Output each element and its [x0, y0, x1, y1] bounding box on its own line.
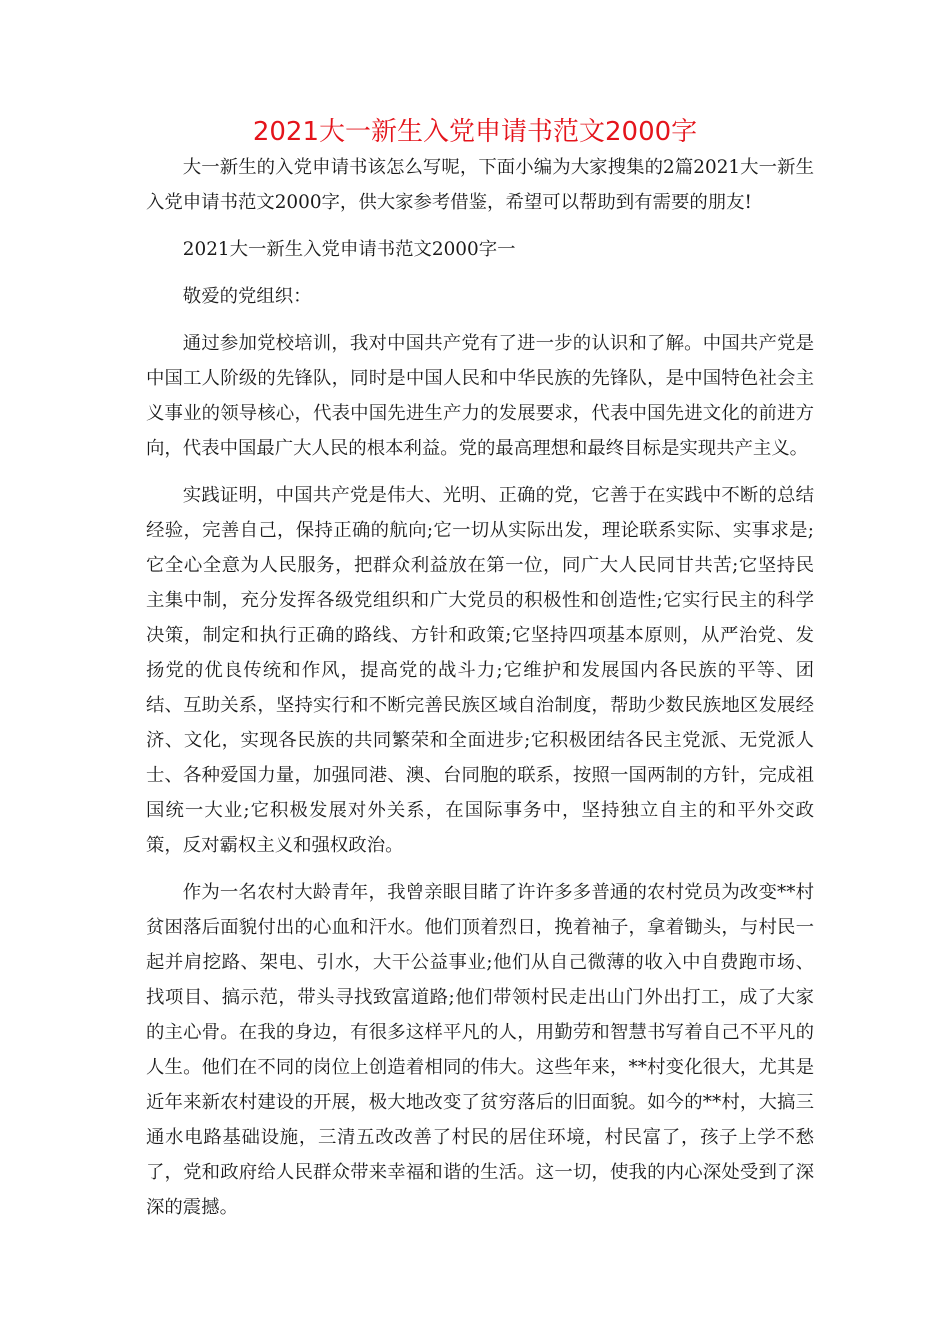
salutation: 敬爱的党组织：	[182, 286, 312, 307]
document-title: 2021大一新生入党申请书范文2000字	[252, 117, 698, 147]
document-body	[146, 150, 814, 1225]
section-subtitle: 2021大一新生入党申请书范文2000字一	[182, 239, 516, 260]
body-paragraph-2: 实践证明，中国共产党是伟大、光明、正确的党，它善于在实践中不断的总结经验，完善自己，保持正确的航向;它一切从实际出发，理论联系实际、实事求是;它全心全意为人民服务，把群众利益放在第一位，同广大人民同甘共苦;它坚持民主集中制，充分发挥各级党组织和广大党员的积极性和创造性;它实行民主的科学决策，制定和执行正确的路线、方针和政策;它坚持四项基本原则，从严治党、发扬党的优良传统和作风，提高党的战斗力;它维护和发展国内各民族的平等、团结、互助关系，坚持实行和不断完善民族区域自治制度，帮助少数民族地区发展经济、文化，实现各民族的共同繁荣和全面进步;它积极团结各民主党派、无党派人士、各种爱国力量，加强同港、澳、台同胞的联系，按照一国两制的方针，完成祖国统一大业;它积极发展对外关系，在国际事务中，坚持独立自主的和平外交政策，反对霸权主义和强权政治。	[146, 485, 814, 856]
intro-paragraph: 大一新生的入党申请书该怎么写呢，下面小编为大家搜集的2篇2021大一新生入党申请书范文2000字，供大家参考借鉴，希望可以帮助到有需要的朋友!	[146, 157, 814, 213]
body-paragraph-3: 作为一名农村大龄青年，我曾亲眼目睹了许许多多普通的农村党员为改变**村贫困落后面貌付出的心血和汗水。他们顶着烈日，挽着袖子，拿着锄头，与村民一起并肩挖路、架电、引水，大干公益事业;他们从自己微薄的收入中自费跑市场、找项目、搞示范，带头寻找致富道路;他们带领村民走出山门外出打工，成了大家的主心骨。在我的身边，有很多这样平凡的人，用勤劳和智慧书写着自己不平凡的人生。他们在不同的岗位上创造着相同的伟大。这些年来，**村变化很大，尤其是近年来新农村建设的开展，极大地改变了贫穷落后的旧面貌。如今的**村，大搞三通水电路基础设施，三清五改改善了村民的居住环境，村民富了，孩子上学不愁了，党和政府给人民群众带来幸福和谐的生活。这一切，使我的内心深处受到了深深的震撼。	[146, 882, 814, 1218]
body-paragraph-1: 通过参加党校培训，我对中国共产党有了进一步的认识和了解。中国共产党是中国工人阶级的先锋队，同时是中国人民和中华民族的先锋队，是中国特色社会主义事业的领导核心，代表中国先进生产力的发展要求，代表中国先进文化的前进方向，代表中国最广大人民的根本利益。党的最高理想和最终目标是实现共产主义。	[146, 333, 814, 459]
